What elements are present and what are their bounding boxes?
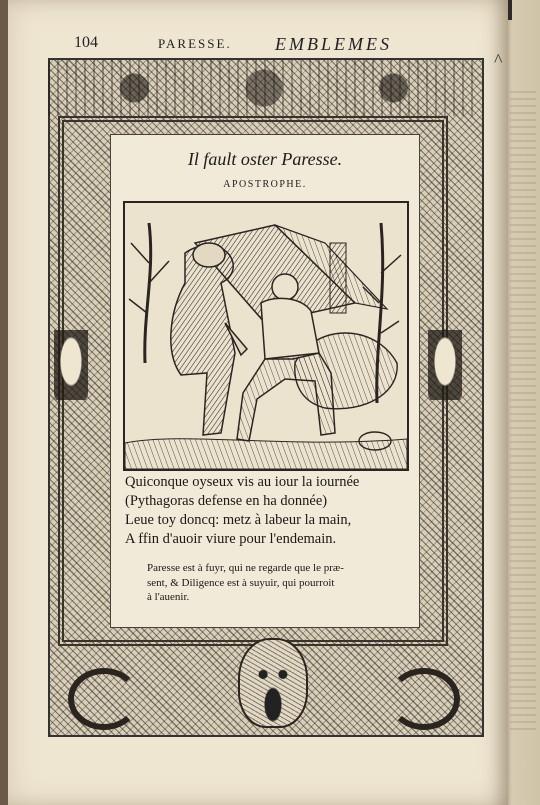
top-ornament-band bbox=[48, 60, 480, 116]
bottom-cartouche bbox=[58, 626, 470, 726]
verse-line: A ffin d'auoir viure pour l'endemain. bbox=[125, 531, 337, 547]
emblem-motto: Il fault oster Paresse. bbox=[187, 149, 343, 169]
woodcut-illustration bbox=[123, 201, 409, 471]
prose-line: Paresse est à fuyr, qui ne regarde que le præ- bbox=[147, 562, 344, 574]
left-scroll-ornament bbox=[68, 668, 140, 730]
emblem-verse bbox=[125, 473, 415, 549]
book-title: EMBLEMES bbox=[275, 34, 392, 54]
verse-line: (Pythagoras defense en ha donnée) bbox=[125, 493, 328, 509]
verse-line: Quiconque oyseux vis au iour la iournée bbox=[125, 474, 360, 490]
woodcut-scene bbox=[125, 203, 407, 469]
prose-line: sent, & Diligence est à suyuir, qui pourroit bbox=[147, 576, 335, 589]
emblem-prose bbox=[147, 561, 409, 605]
page-number: 104 bbox=[74, 34, 98, 51]
left-mask-ornament bbox=[54, 330, 88, 400]
chimney bbox=[330, 243, 346, 313]
right-scroll-ornament bbox=[388, 668, 460, 730]
page-header bbox=[70, 34, 503, 70]
running-title: PARESSE. bbox=[158, 36, 232, 51]
prose-line: à l'auenir. bbox=[147, 591, 190, 603]
emblem-panel bbox=[110, 134, 420, 628]
grotesque-face-ornament bbox=[238, 638, 308, 728]
verse-line: Leue toy doncq: metz à labeur la main, bbox=[125, 512, 352, 528]
emblem-subtitle: APOSTROPHE. bbox=[223, 179, 307, 190]
ground bbox=[125, 439, 407, 469]
right-mask-ornament bbox=[428, 330, 462, 400]
caret-mark: ^ bbox=[494, 50, 503, 70]
